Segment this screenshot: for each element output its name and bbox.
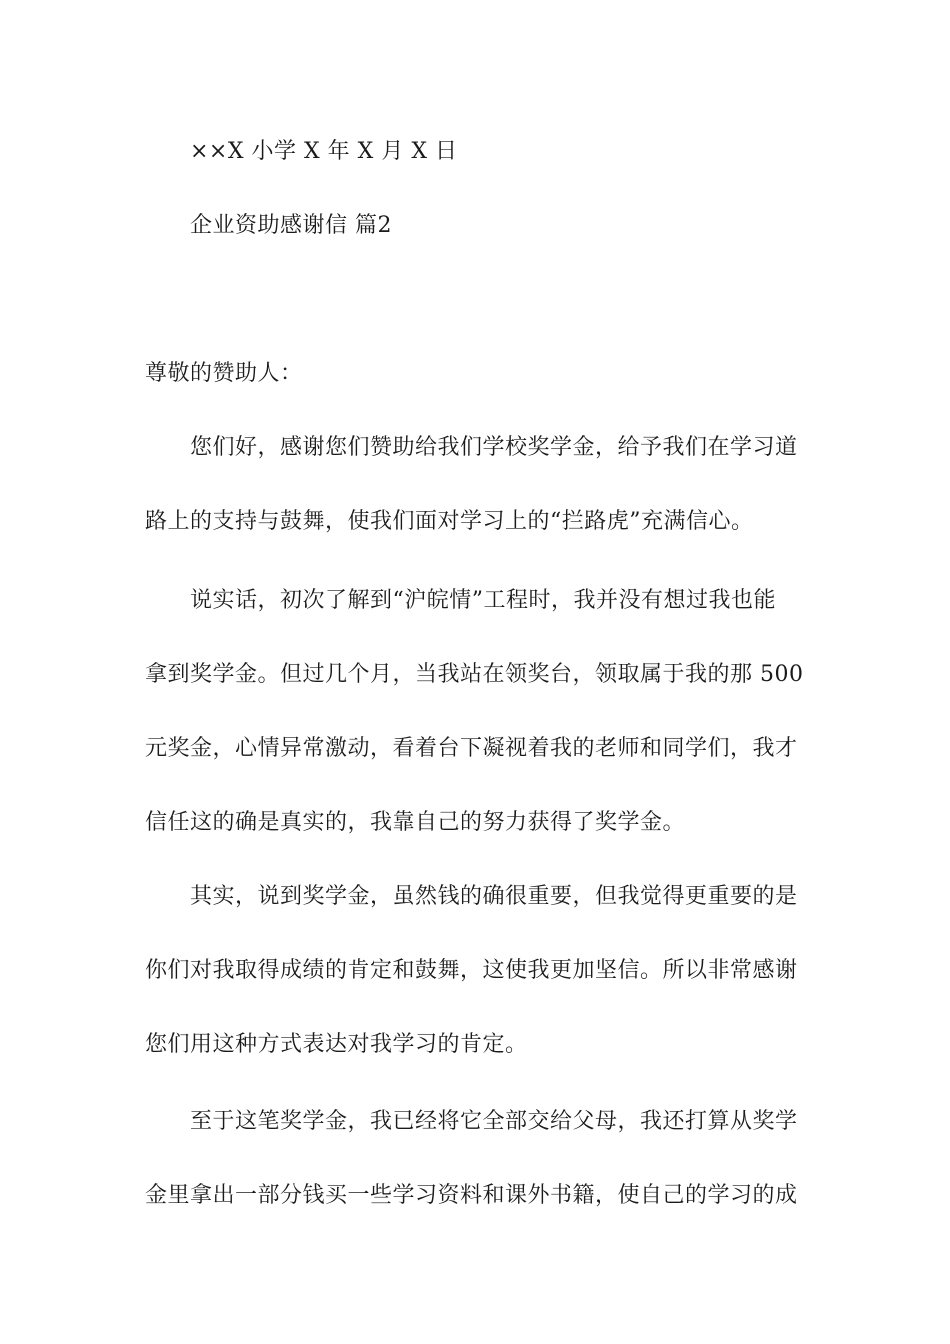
paragraph-line: 说实话，初次了解到“沪皖情”工程时，我并没有想过我也能 [190,588,776,613]
paragraph-line: 至于这笔奖学金，我已经将它全部交给父母，我还打算从奖学 [190,1109,798,1134]
paragraph-line: 您们好，感谢您们赞助给我们学校奖学金，给予我们在学习道 [190,435,798,460]
paragraph-line: 路上的支持与鼓舞，使我们面对学习上的“拦路虎”充满信心。 [145,509,754,534]
paragraph-line: 拿到奖学金。但过几个月，当我站在领奖台，领取属于我的那 500 [145,662,804,687]
paragraph-line: 金里拿出一部分钱买一些学习资料和课外书籍，使自己的学习的成 [145,1183,798,1208]
section-title: 企业资助感谢信 篇2 [190,213,392,238]
paragraph-line: 其实，说到奖学金，虽然钱的确很重要，但我觉得更重要的是 [190,884,798,909]
paragraph-line: 您们用这种方式表达对我学习的肯定。 [145,1032,528,1057]
paragraph-line: 你们对我取得成绩的肯定和鼓舞，这使我更加坚信。所以非常感谢 [145,958,798,983]
salutation: 尊敬的赞助人： [145,361,303,386]
date-line: ××X 小学 X 年 X 月 X 日 [190,139,458,164]
paragraph-line: 元奖金，心情异常激动，看着台下凝视着我的老师和同学们，我才 [145,736,798,761]
paragraph-line: 信任这的确是真实的，我靠自己的努力获得了奖学金。 [145,810,686,835]
